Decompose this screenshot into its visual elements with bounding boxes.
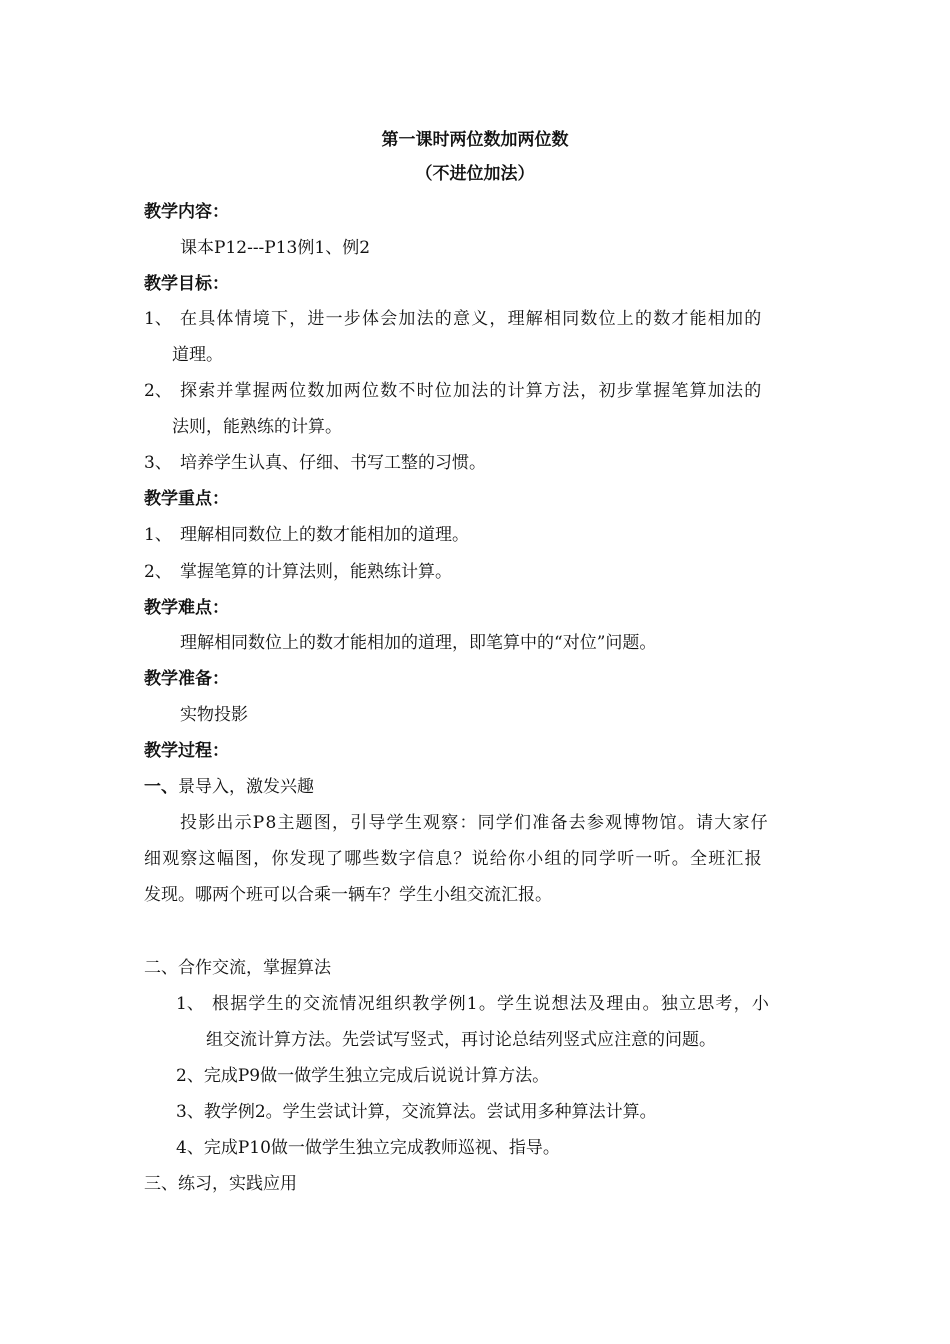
process-section-2-item-4: 4、完成P10做一做学生独立完成教师巡视、指导。 <box>176 1138 560 1158</box>
goals-heading: 教学目标： <box>144 274 229 294</box>
process-section-2-title: 二、合作交流，掌握算法 <box>144 958 331 978</box>
process-section-1-number: 一、 <box>144 777 178 797</box>
difficulty-body: 理解相同数位上的数才能相加的道理，即笔算中的“对位”问题。 <box>180 633 657 653</box>
process-section-3-title: 三、练习，实践应用 <box>144 1174 297 1194</box>
process-section-2-item-3: 3、教学例2。学生尝试计算，交流算法。尝试用多种算法计算。 <box>176 1102 657 1122</box>
goal-item-2 <box>144 379 762 403</box>
key-point-item-2 <box>144 560 452 584</box>
key-points-heading: 教学重点： <box>144 489 229 509</box>
goal-item-1-continuation: 道理。 <box>172 345 223 365</box>
key-point-item-2-text: 掌握笔算的计算法则，能熟练计算。 <box>180 562 452 582</box>
page-title: 第一课时两位数加两位数 <box>381 130 569 150</box>
content-body: 课本P12---P13例1、例2 <box>180 238 371 258</box>
key-point-item-1-text: 理解相同数位上的数才能相加的道理。 <box>180 525 469 545</box>
process-section-2-item-2: 2、完成P9做一做学生独立完成后说说计算方法。 <box>176 1066 550 1086</box>
preparation-heading: 教学准备： <box>144 669 229 689</box>
goal-item-3-text: 培养学生认真、仔细、书写工整的习惯。 <box>180 453 486 473</box>
process-section-2-item-1-number: 1、 <box>176 994 204 1014</box>
goal-item-3-number: 3、 <box>144 453 172 473</box>
process-section-1-line-3: 发现。哪两个班可以合乘一辆车？学生小组交流汇报。 <box>144 885 552 905</box>
goal-item-3 <box>144 451 486 475</box>
process-section-1-title <box>144 775 314 799</box>
process-section-1-line-1: 投影出示P8主题图，引导学生观察：同学们准备去参观博物馆。请大家仔 <box>180 813 769 833</box>
process-section-2-item-1 <box>176 992 770 1016</box>
goal-item-1-number: 1、 <box>144 309 172 329</box>
key-point-item-1-number: 1、 <box>144 525 172 545</box>
preparation-body: 实物投影 <box>180 705 248 725</box>
goal-item-1-text: 在具体情境下，进一步体会加法的意义，理解相同数位上的数才能相加的 <box>180 309 763 329</box>
goal-item-2-continuation: 法则，能熟练的计算。 <box>172 417 342 437</box>
process-heading: 教学过程： <box>144 741 229 761</box>
process-section-2-item-1-continuation: 组交流计算方法。先尝试写竖式，再讨论总结列竖式应注意的问题。 <box>206 1030 716 1050</box>
goal-item-2-number: 2、 <box>144 381 172 401</box>
content-heading: 教学内容： <box>144 202 229 222</box>
process-section-1-line-2: 细观察这幅图，你发现了哪些数字信息？说给你小组的同学听一听。全班汇报 <box>144 849 763 869</box>
key-point-item-2-number: 2、 <box>144 562 172 582</box>
difficulty-heading: 教学难点： <box>144 598 229 618</box>
process-section-1-text: 景导入，激发兴趣 <box>178 777 314 797</box>
page-subtitle: （不进位加法） <box>415 164 535 184</box>
key-point-item-1 <box>144 523 469 547</box>
goal-item-1 <box>144 307 762 331</box>
goal-item-2-text: 探索并掌握两位数加两位数不时位加法的计算方法，初步掌握笔算加法的 <box>180 381 763 401</box>
process-section-2-item-1-text: 根据学生的交流情况组织教学例1。学生说想法及理由。独立思考，小 <box>212 994 771 1014</box>
